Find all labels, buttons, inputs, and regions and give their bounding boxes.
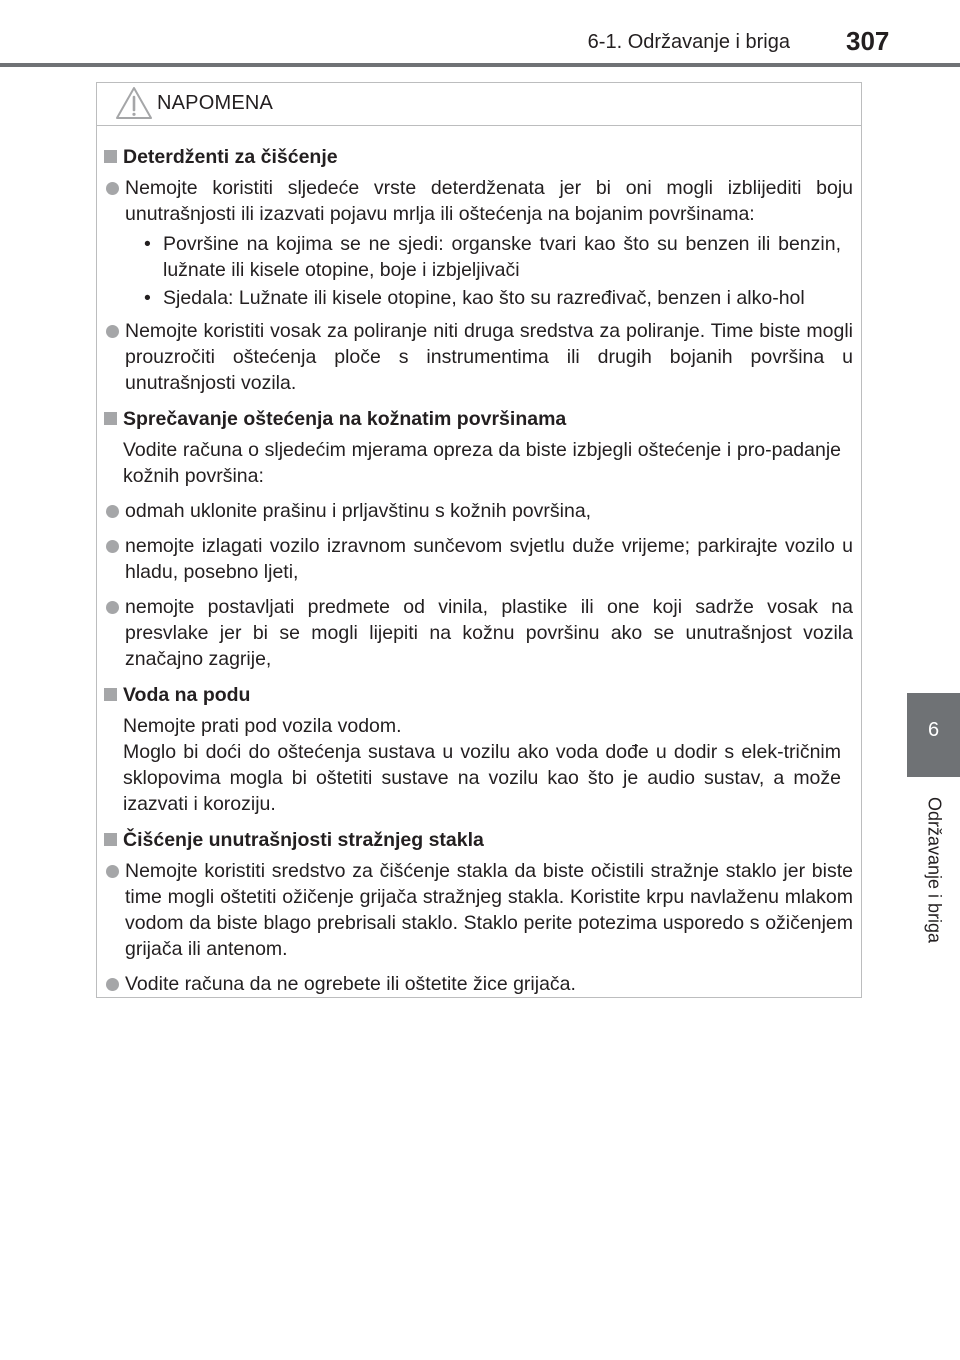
- list-item: [97, 533, 861, 585]
- section-heading-text: Čišćenje unutrašnjosti stražnjeg stakla: [123, 829, 484, 851]
- list-item: [97, 175, 861, 227]
- notice-body: [97, 144, 861, 1006]
- list-item-text: Nemojte koristiti sljedeće vrste deterdženata jer bi oni mogli izblijediti boju unutrašnjosti ili izazvati pojavu mrlja ili oštećenja na bojanim površinama:: [125, 177, 853, 225]
- list-item: [97, 498, 861, 524]
- circle-bullet-icon: [106, 601, 119, 614]
- circle-bullet-icon: [106, 865, 119, 878]
- notice-header: [97, 83, 861, 126]
- page-number: 307: [846, 26, 890, 56]
- circle-bullet-icon: [106, 540, 119, 553]
- square-bullet-icon: [104, 833, 117, 846]
- section-heading-text: Sprečavanje oštećenja na kožnatim površinama: [123, 408, 567, 430]
- list-item-text: nemojte postavljati predmete od vinila, plastike ili one koji sadrže vosak na presvlake jer bi se mogli lijepiti na kožnu površinu ako se unutrašnjost vozila značajno zagrije,: [125, 596, 853, 670]
- list-item-text: Vodite računa da ne ogrebete ili oštetite žice grijača.: [125, 973, 576, 995]
- section-heading-leather: [97, 406, 861, 432]
- chapter-tab-number: 6: [927, 719, 940, 741]
- section-heading-text: Voda na podu: [123, 684, 251, 706]
- running-header-section: 6-1. Održavanje i briga: [587, 31, 790, 53]
- list-item-text: Nemojte koristiti sredstvo za čišćenje stakla da biste očistili stražnje staklo jer biste time mogli oštetiti ožičenje grijača stražnjeg stakla. Koristite krpu navlaženu mlakom vodom da biste blago prebrisali staklo. Staklo perite potezima usporedo s ožičenjem grijača ili antenom.: [125, 860, 853, 960]
- square-bullet-icon: [104, 688, 117, 701]
- list-item: [97, 594, 861, 672]
- notice-box: [96, 82, 862, 998]
- paragraph: Moglo bi doći do oštećenja sustava u vozilu ako voda dođe u dodir s elek-tričnim sklopovima mogla bi oštetiti sustave na vozilu kao što je audio sustav, a može izazvati i koroziju.: [123, 741, 841, 815]
- paragraph: Nemojte prati pod vozila vodom.: [123, 715, 402, 737]
- section-heading-floor-water: [97, 682, 861, 708]
- circle-bullet-icon: [106, 182, 119, 195]
- notice-title: NAPOMENA: [157, 92, 274, 114]
- circle-bullet-icon: [106, 978, 119, 991]
- dot-bullet-icon: •: [144, 233, 151, 255]
- section-heading-rear-window: [97, 827, 861, 853]
- list-item-text: Nemojte koristiti vosak za poliranje niti druga sredstva za poliranje. Time biste mogli prouzročiti oštećenja ploče s instrumentima ili drugih bojanih površina u unutrašnjosti vozila.: [125, 320, 853, 394]
- list-item: [97, 971, 861, 997]
- list-item: [97, 318, 861, 396]
- chapter-tab-label: Održavanje i briga: [924, 796, 945, 944]
- square-bullet-icon: [104, 150, 117, 163]
- header-rule: [0, 63, 960, 67]
- circle-bullet-icon: [106, 505, 119, 518]
- list-item-text: odmah uklonite prašinu i prljavštinu s kožnih površina,: [125, 500, 592, 522]
- list-item-text: nemojte izlagati vozilo izravnom sunčevom svjetlu duže vrijeme; parkirajte vozilo u hladu, posebno ljeti,: [125, 535, 853, 583]
- sub-list-item-text: Sjedala: Lužnate ili kisele otopine, kao što su razređivač, benzen i alko-hol: [163, 287, 805, 309]
- square-bullet-icon: [104, 412, 117, 425]
- section-heading-text: Deterdženti za čišćenje: [123, 146, 338, 168]
- list-item: [97, 858, 861, 962]
- sub-list-item: [97, 231, 861, 283]
- circle-bullet-icon: [106, 325, 119, 338]
- warning-triangle-icon: [115, 86, 153, 120]
- chapter-tab[interactable]: [907, 693, 960, 777]
- dot-bullet-icon: •: [144, 287, 151, 309]
- sub-list-item: [97, 285, 861, 311]
- paragraph: Vodite računa o sljedećim mjerama opreza da biste izbjegli oštećenje i pro-padanje kožnih površina:: [123, 439, 841, 487]
- section-heading-detergents: [97, 144, 861, 170]
- sub-list-item-text: Površine na kojima se ne sjedi: organske tvari kao što su benzen ili benzin, lužnate ili kisele otopine, boje i izbjeljivači: [163, 233, 841, 281]
